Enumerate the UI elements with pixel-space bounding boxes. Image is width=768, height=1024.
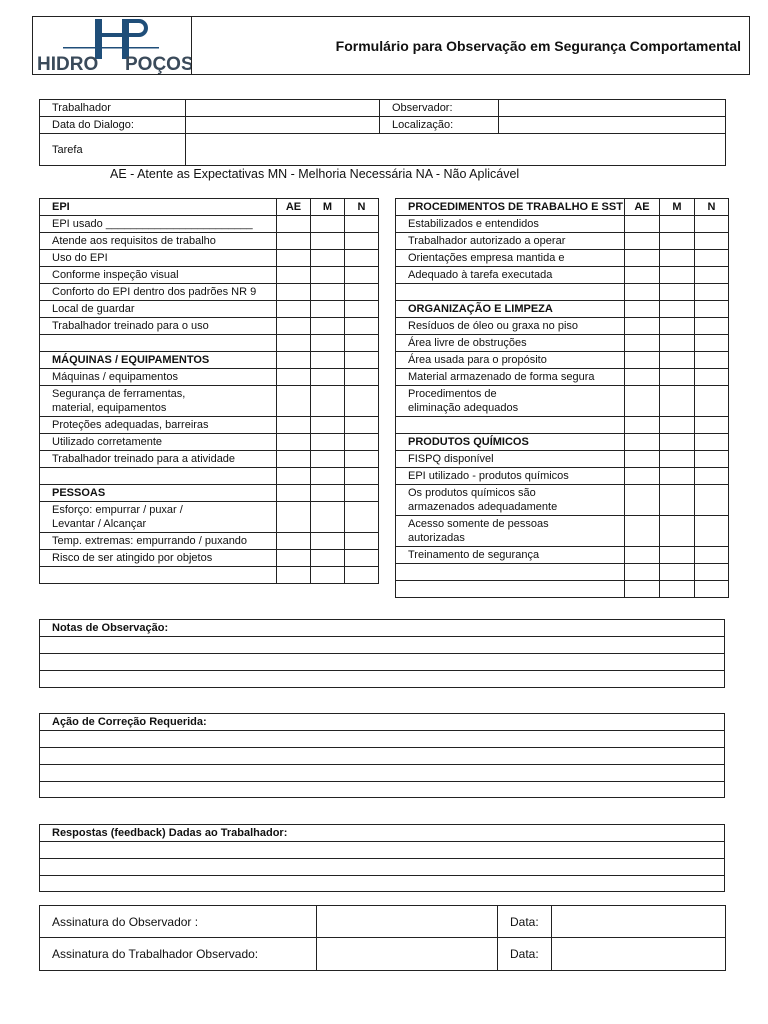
checklist-row <box>40 335 379 352</box>
checklist-row <box>40 352 379 369</box>
checklist-row <box>396 199 729 216</box>
rating-cell-m[interactable] <box>660 335 695 352</box>
rating-cell-n[interactable] <box>695 250 729 267</box>
observer-date-field[interactable] <box>552 906 726 938</box>
rating-cell-ae[interactable] <box>277 386 311 417</box>
rating-cell-ae[interactable] <box>277 468 311 485</box>
checklist-row <box>396 581 729 598</box>
info-table <box>39 99 726 166</box>
feedback-line[interactable] <box>40 842 725 859</box>
checklist-row <box>40 485 379 502</box>
rating-cell-n[interactable] <box>345 233 379 250</box>
task-label: Tarefa <box>40 134 186 166</box>
checklist-item-label: Área usada para o propósito <box>396 352 625 369</box>
rating-cell-ae[interactable] <box>277 417 311 434</box>
checklist-item-label: Área livre de obstruções <box>396 335 625 352</box>
rating-cell-m[interactable] <box>311 417 345 434</box>
checklist-item-label <box>396 485 625 516</box>
rating-cell-m[interactable] <box>311 468 345 485</box>
rating-cell-ae[interactable] <box>277 434 311 451</box>
checklist-item-line: Acesso somente de pessoas <box>408 518 549 530</box>
rating-cell-m[interactable] <box>311 550 345 567</box>
checklist-item-label: Local de guardar <box>40 301 277 318</box>
rating-cell-m[interactable] <box>660 284 695 301</box>
rating-cell-ae[interactable] <box>625 417 660 434</box>
rating-cell-ae[interactable] <box>625 468 660 485</box>
section-heading: PRODUTOS QUÍMICOS <box>396 434 625 451</box>
rating-cell-ae[interactable] <box>277 369 311 386</box>
checklist-row <box>396 547 729 564</box>
checklist-row <box>40 199 379 216</box>
checklist-left <box>39 198 379 584</box>
checklist-row <box>40 417 379 434</box>
checklist-row <box>40 502 379 533</box>
feedback-title: Respostas (feedback) Dadas ao Trabalhador: <box>40 825 725 842</box>
worker-field[interactable] <box>186 100 380 117</box>
checklist-item-label: Resíduos de óleo ou graxa no piso <box>396 318 625 335</box>
rating-cell-m[interactable] <box>311 250 345 267</box>
rating-cell-m[interactable] <box>311 434 345 451</box>
rating-cell-n[interactable] <box>345 284 379 301</box>
svg-text:HIDRO: HIDRO <box>37 54 99 74</box>
rating-cell-n[interactable] <box>695 301 729 318</box>
rating-cell-m[interactable] <box>660 516 695 547</box>
rating-cell-ae[interactable] <box>277 533 311 550</box>
checklist-row <box>40 369 379 386</box>
section-heading: PROCEDIMENTOS DE TRABALHO E SST <box>396 199 625 216</box>
rating-cell-ae[interactable] <box>625 250 660 267</box>
rating-cell-ae[interactable] <box>625 581 660 598</box>
checklist-row <box>40 267 379 284</box>
feedback-line[interactable] <box>40 876 725 892</box>
rating-cell-m[interactable] <box>311 451 345 468</box>
rating-cell-m[interactable] <box>311 267 345 284</box>
checklist-item-label: Trabalhador treinado para o uso <box>40 318 277 335</box>
rating-cell-ae[interactable] <box>277 451 311 468</box>
checklist-row <box>40 550 379 567</box>
checklist-item-label: Estabilizados e entendidos <box>396 216 625 233</box>
rating-cell-m[interactable] <box>660 417 695 434</box>
rating-cell-n[interactable] <box>695 216 729 233</box>
rating-cell-ae[interactable] <box>625 233 660 250</box>
section-heading: MÁQUINAS / EQUIPAMENTOS <box>40 352 277 369</box>
rating-cell-ae[interactable] <box>625 216 660 233</box>
observer-field[interactable] <box>499 100 726 117</box>
rating-cell-m[interactable] <box>660 485 695 516</box>
column-header-ae: AE <box>625 199 660 216</box>
rating-cell-n[interactable] <box>695 233 729 250</box>
notes-line[interactable] <box>40 637 725 654</box>
checklist-row <box>40 533 379 550</box>
checklist-item-label: EPI usado ________________________ <box>40 216 277 233</box>
checklist-row <box>396 352 729 369</box>
observer-signature-field[interactable] <box>317 906 498 938</box>
checklist-item-label: Uso do EPI <box>40 250 277 267</box>
rating-cell-n[interactable] <box>695 267 729 284</box>
checklist-row <box>40 216 379 233</box>
correction-line[interactable] <box>40 731 725 748</box>
checklist-item-label: Trabalhador autorizado a operar <box>396 233 625 250</box>
checklist-item-label <box>396 386 625 417</box>
form-header <box>32 16 750 75</box>
rating-cell-n[interactable] <box>345 485 379 502</box>
rating-cell-n[interactable] <box>345 267 379 284</box>
date-label: Data: <box>498 906 552 938</box>
correction-line[interactable] <box>40 748 725 765</box>
checklist-right <box>395 198 729 598</box>
rating-cell-n[interactable] <box>695 564 729 581</box>
checklist-item-line: Os produtos químicos são <box>408 487 536 499</box>
checklist-item-label: Máquinas / equipamentos <box>40 369 277 386</box>
checklist-row <box>396 386 729 417</box>
rating-cell-m[interactable] <box>311 335 345 352</box>
checklist-item-label <box>40 502 277 533</box>
rating-cell-m[interactable] <box>311 533 345 550</box>
checklist-item-line: Procedimentos de <box>408 388 497 400</box>
checklist-item-label: Proteções adequadas, barreiras <box>40 417 277 434</box>
checklist-row <box>40 434 379 451</box>
rating-cell-n[interactable] <box>695 434 729 451</box>
correction-title: Ação de Correção Requerida: <box>40 714 725 731</box>
checklist-row <box>396 516 729 547</box>
checklist-row <box>396 417 729 434</box>
checklist-row <box>396 468 729 485</box>
checklist-row <box>396 335 729 352</box>
rating-cell-m[interactable] <box>660 564 695 581</box>
rating-cell-n[interactable] <box>345 335 379 352</box>
rating-cell-ae[interactable] <box>277 352 311 369</box>
column-header-n: N <box>345 199 379 216</box>
notes-section <box>39 619 725 688</box>
rating-cell-m[interactable] <box>660 451 695 468</box>
rating-cell-n[interactable] <box>695 581 729 598</box>
rating-cell-m[interactable] <box>311 369 345 386</box>
rating-cell-n[interactable] <box>345 352 379 369</box>
rating-cell-ae[interactable] <box>625 369 660 386</box>
checklist-row <box>40 284 379 301</box>
checklist-row <box>396 301 729 318</box>
checklist-row <box>396 369 729 386</box>
checklist-item-label: Material armazenado de forma segura <box>396 369 625 386</box>
checklist-item-line: armazenados adequadamente <box>408 501 558 513</box>
checklist-row <box>396 485 729 516</box>
checklist-item-label: Treinamento de segurança <box>396 547 625 564</box>
rating-cell-m[interactable] <box>660 352 695 369</box>
rating-cell-n[interactable] <box>345 417 379 434</box>
observer-label: Observador: <box>380 100 499 117</box>
worker-date-field[interactable] <box>552 938 726 971</box>
feedback-line[interactable] <box>40 859 725 876</box>
rating-cell-n[interactable] <box>345 468 379 485</box>
date-label: Data: <box>498 938 552 971</box>
checklist-row <box>40 451 379 468</box>
checklist-item-label: Temp. extremas: empurrando / puxando <box>40 533 277 550</box>
rating-cell-ae[interactable] <box>277 216 311 233</box>
rating-cell-ae[interactable] <box>625 335 660 352</box>
rating-cell-ae[interactable] <box>277 335 311 352</box>
rating-cell-ae[interactable] <box>277 250 311 267</box>
location-label: Localização: <box>380 117 499 134</box>
rating-cell-n[interactable] <box>695 451 729 468</box>
checklist-row <box>396 233 729 250</box>
rating-cell-ae[interactable] <box>277 301 311 318</box>
rating-cell-m[interactable] <box>660 233 695 250</box>
rating-cell-m[interactable] <box>660 386 695 417</box>
rating-cell-m[interactable] <box>660 369 695 386</box>
rating-cell-n[interactable] <box>345 550 379 567</box>
rating-cell-m[interactable] <box>311 386 345 417</box>
rating-cell-n[interactable] <box>345 318 379 335</box>
dialog-date-label: Data do Dialogo: <box>40 117 186 134</box>
rating-cell-m[interactable] <box>660 216 695 233</box>
column-header-n: N <box>695 199 729 216</box>
notes-line[interactable] <box>40 654 725 671</box>
rating-cell-ae[interactable] <box>277 233 311 250</box>
checklist-row <box>396 434 729 451</box>
checklist-item-label <box>396 564 625 581</box>
checklist-item-line: autorizadas <box>408 532 465 544</box>
correction-line[interactable] <box>40 782 725 798</box>
checklist-item-label <box>396 581 625 598</box>
rating-cell-n[interactable] <box>695 318 729 335</box>
correction-section <box>39 713 725 798</box>
checklist-item-label <box>396 417 625 434</box>
checklist-item-label <box>40 567 277 584</box>
checklist-item-label: Adequado à tarefa executada <box>396 267 625 284</box>
rating-cell-m[interactable] <box>660 581 695 598</box>
rating-cell-ae[interactable] <box>277 267 311 284</box>
rating-cell-m[interactable] <box>660 468 695 485</box>
rating-cell-n[interactable] <box>345 434 379 451</box>
checklist-item-line: Segurança de ferramentas, <box>52 388 186 400</box>
checklist-row <box>40 468 379 485</box>
rating-cell-ae[interactable] <box>625 301 660 318</box>
checklist-item-label: Conforto do EPI dentro dos padrões NR 9 <box>40 284 277 301</box>
rating-cell-n[interactable] <box>695 485 729 516</box>
rating-cell-n[interactable] <box>695 352 729 369</box>
rating-cell-m[interactable] <box>311 567 345 584</box>
rating-cell-m[interactable] <box>311 216 345 233</box>
checklist-item-label: Conforme inspeção visual <box>40 267 277 284</box>
rating-cell-n[interactable] <box>345 533 379 550</box>
checklist-row <box>396 267 729 284</box>
correction-line[interactable] <box>40 765 725 782</box>
rating-cell-m[interactable] <box>660 318 695 335</box>
rating-cell-m[interactable] <box>311 352 345 369</box>
hidropocos-logo <box>33 17 192 74</box>
checklist-row <box>396 284 729 301</box>
rating-cell-m[interactable] <box>660 301 695 318</box>
checklist-item-label: Trabalhador treinado para a atividade <box>40 451 277 468</box>
checklist-row <box>40 233 379 250</box>
checklist-item-label <box>40 468 277 485</box>
checklist-item-label <box>396 284 625 301</box>
checklist-row <box>396 451 729 468</box>
rating-cell-n[interactable] <box>345 502 379 533</box>
rating-cell-m[interactable] <box>311 485 345 502</box>
column-header-m: M <box>311 199 345 216</box>
rating-cell-ae[interactable] <box>625 352 660 369</box>
svg-text:POÇOS: POÇOS <box>125 54 191 74</box>
checklist-row <box>40 250 379 267</box>
rating-legend: AE - Atente as Expectativas MN - Melhoria Necessária NA - Não Aplicável <box>110 167 520 181</box>
rating-cell-m[interactable] <box>660 267 695 284</box>
checklist-item-label: Utilizado corretamente <box>40 434 277 451</box>
rating-cell-m[interactable] <box>660 434 695 451</box>
logo-graphic <box>33 17 191 74</box>
rating-cell-ae[interactable] <box>625 547 660 564</box>
checklist-item-label <box>40 335 277 352</box>
observer-signature-label: Assinatura do Observador : <box>40 906 317 938</box>
rating-cell-ae[interactable] <box>277 284 311 301</box>
rating-cell-n[interactable] <box>345 301 379 318</box>
location-field[interactable] <box>499 117 726 134</box>
rating-cell-n[interactable] <box>695 335 729 352</box>
rating-cell-n[interactable] <box>695 284 729 301</box>
task-field[interactable] <box>186 134 726 166</box>
worker-signature-field[interactable] <box>317 938 498 971</box>
checklist-item-label: Atende aos requisitos de trabalho <box>40 233 277 250</box>
checklist-row <box>40 301 379 318</box>
checklist-item-label: FISPQ disponível <box>396 451 625 468</box>
rating-cell-n[interactable] <box>695 468 729 485</box>
rating-cell-n[interactable] <box>695 369 729 386</box>
checklist-item-line: eliminação adequados <box>408 402 519 414</box>
rating-cell-ae[interactable] <box>277 502 311 533</box>
rating-cell-ae[interactable] <box>625 485 660 516</box>
checklist-row <box>40 386 379 417</box>
notes-title: Notas de Observação: <box>40 620 725 637</box>
rating-cell-n[interactable] <box>345 250 379 267</box>
form-title: Formulário para Observação em Segurança Comportamental <box>335 37 741 54</box>
rating-cell-ae[interactable] <box>625 284 660 301</box>
worker-label: Trabalhador <box>40 100 186 117</box>
checklist-item-line: Esforço: empurrar / puxar / <box>52 504 183 516</box>
rating-cell-n[interactable] <box>345 369 379 386</box>
rating-cell-ae[interactable] <box>625 564 660 581</box>
rating-cell-n[interactable] <box>695 516 729 547</box>
column-header-ae: AE <box>277 199 311 216</box>
rating-cell-ae[interactable] <box>277 485 311 502</box>
checklist-item-label <box>40 386 277 417</box>
rating-cell-m[interactable] <box>311 301 345 318</box>
column-header-m: M <box>660 199 695 216</box>
rating-cell-m[interactable] <box>311 233 345 250</box>
rating-cell-ae[interactable] <box>625 386 660 417</box>
rating-cell-m[interactable] <box>311 284 345 301</box>
checklist-item-label: EPI utilizado - produtos químicos <box>396 468 625 485</box>
worker-signature-label: Assinatura do Trabalhador Observado: <box>40 938 317 971</box>
checklist-item-label <box>396 516 625 547</box>
checklist-item-label: Risco de ser atingido por objetos <box>40 550 277 567</box>
checklist-row <box>40 318 379 335</box>
checklist-item-line: material, equipamentos <box>52 402 167 414</box>
feedback-section <box>39 824 725 892</box>
section-heading: EPI <box>40 199 277 216</box>
rating-cell-ae[interactable] <box>625 451 660 468</box>
rating-cell-ae[interactable] <box>625 516 660 547</box>
rating-cell-n[interactable] <box>345 567 379 584</box>
rating-cell-n[interactable] <box>695 547 729 564</box>
rating-cell-n[interactable] <box>695 386 729 417</box>
signatures-section <box>39 905 726 971</box>
rating-cell-m[interactable] <box>660 250 695 267</box>
rating-cell-m[interactable] <box>660 547 695 564</box>
checklist-row <box>396 564 729 581</box>
rating-cell-n[interactable] <box>345 216 379 233</box>
checklist-item-label: Orientações empresa mantida e <box>396 250 625 267</box>
section-heading: ORGANIZAÇÃO E LIMPEZA <box>396 301 625 318</box>
checklist-row <box>396 250 729 267</box>
rating-cell-ae[interactable] <box>625 434 660 451</box>
checklist-row <box>40 567 379 584</box>
rating-cell-n[interactable] <box>345 451 379 468</box>
rating-cell-m[interactable] <box>311 502 345 533</box>
rating-cell-n[interactable] <box>695 417 729 434</box>
checklist-item-line: Levantar / Alcançar <box>52 518 147 530</box>
rating-cell-ae[interactable] <box>277 550 311 567</box>
rating-cell-ae[interactable] <box>625 318 660 335</box>
rating-cell-ae[interactable] <box>625 267 660 284</box>
checklist-row <box>396 318 729 335</box>
rating-cell-m[interactable] <box>311 318 345 335</box>
rating-cell-ae[interactable] <box>277 567 311 584</box>
dialog-date-field[interactable] <box>186 117 380 134</box>
checklist-row <box>396 216 729 233</box>
notes-line[interactable] <box>40 671 725 688</box>
section-heading: PESSOAS <box>40 485 277 502</box>
rating-cell-ae[interactable] <box>277 318 311 335</box>
rating-cell-n[interactable] <box>345 386 379 417</box>
